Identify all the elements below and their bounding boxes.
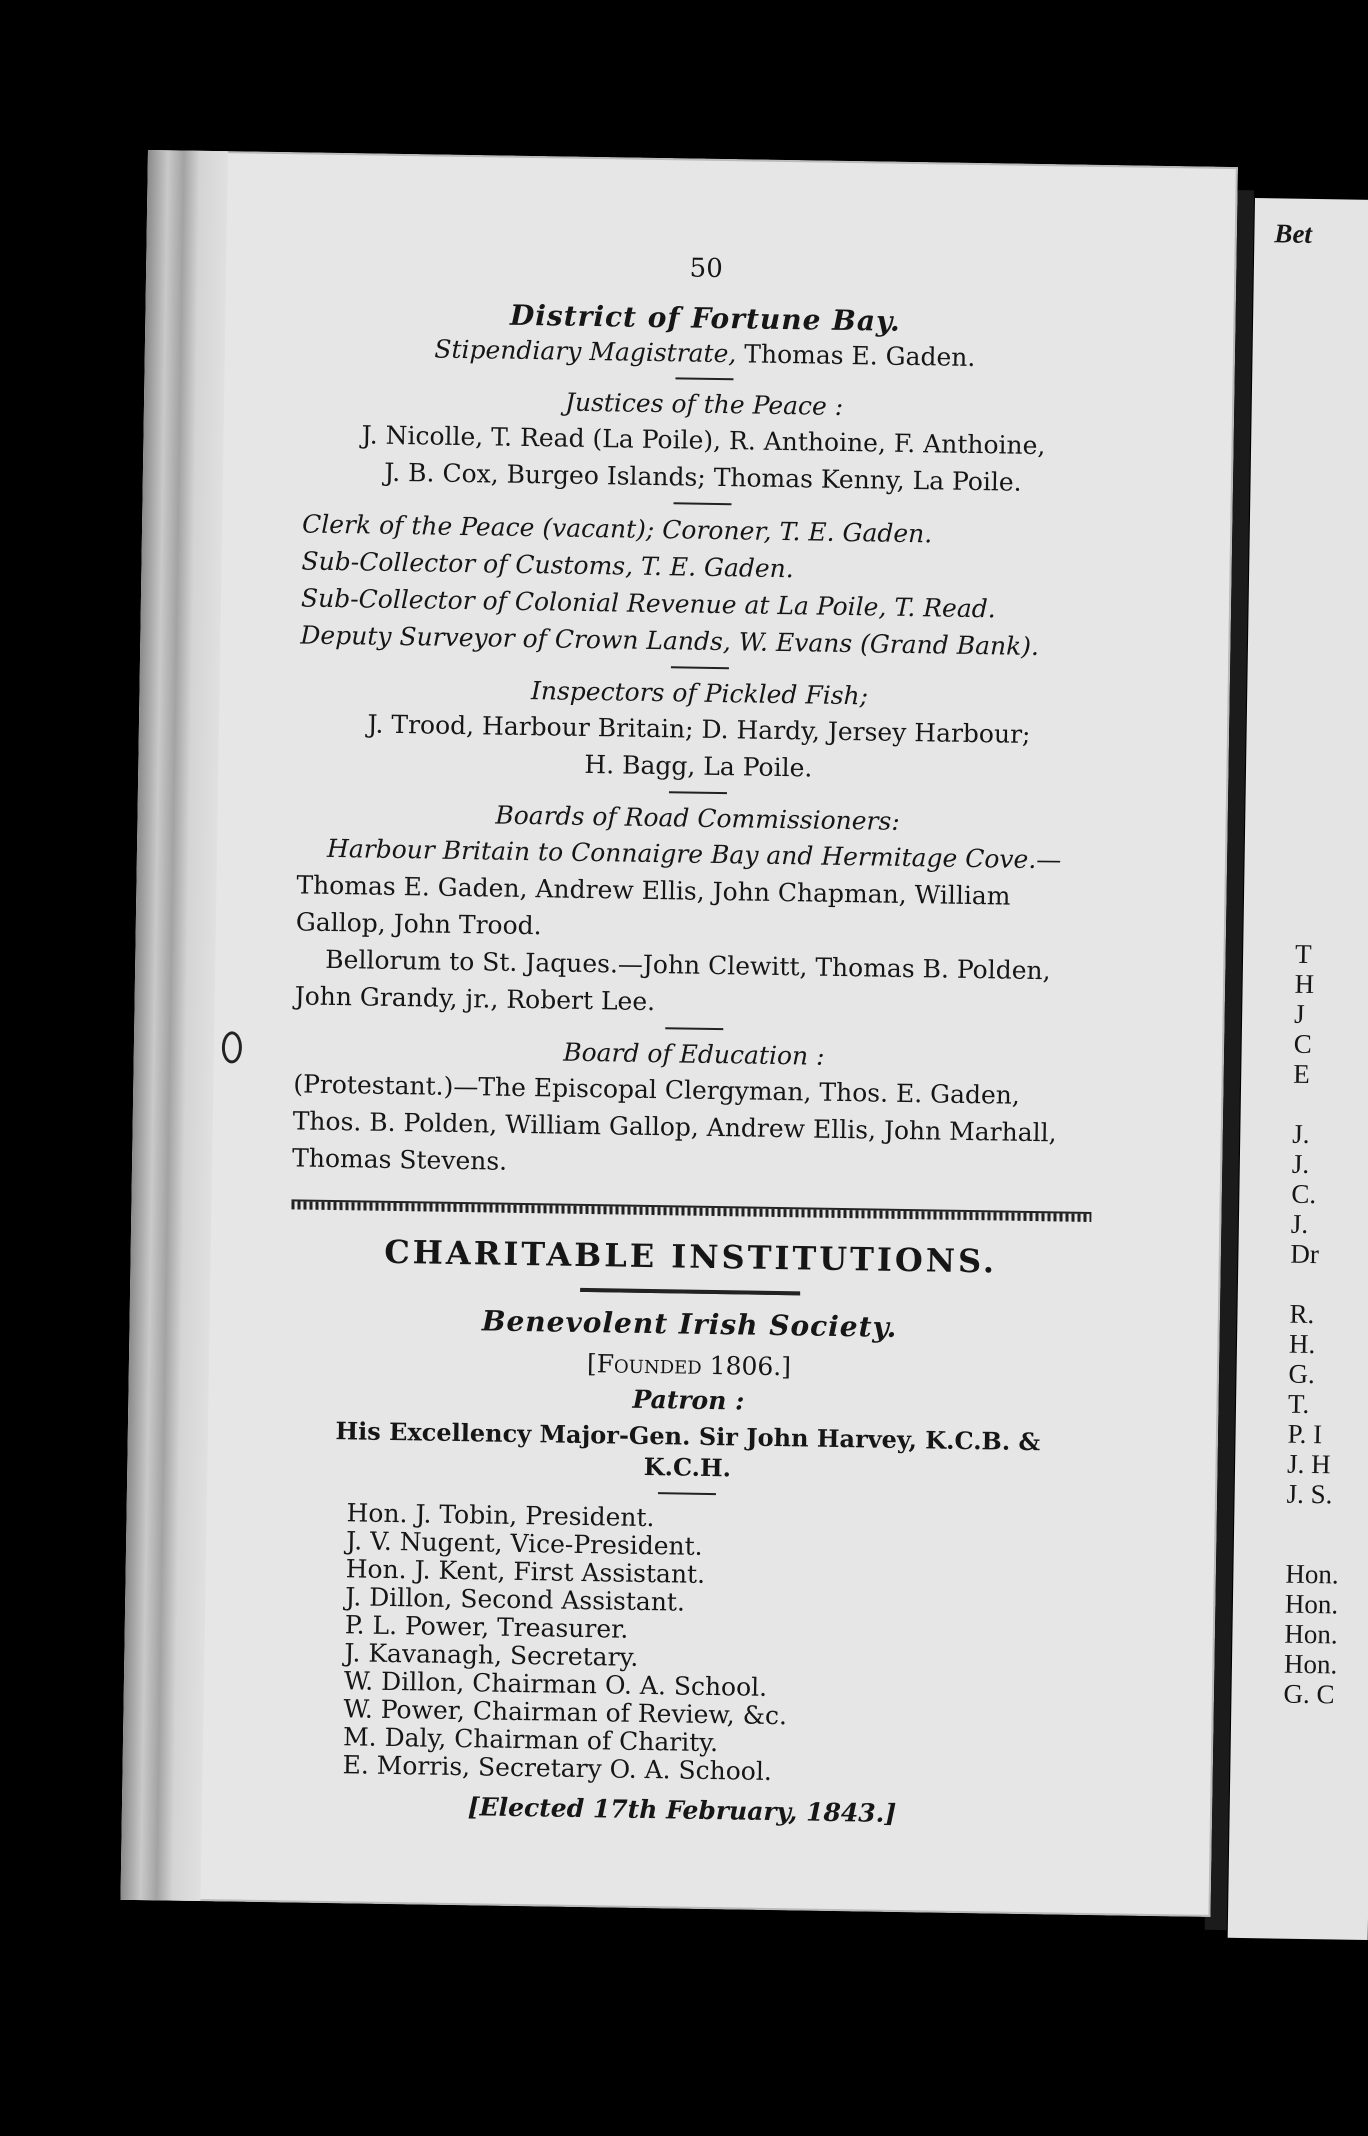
adjacent-page-line: Hon. xyxy=(1285,1558,1339,1590)
list-item: W. Power, Chairman of Review, &c. xyxy=(343,1694,788,1731)
justices-line: J. B. Cox, Burgeo Islands; Thomas Kenny, La Poile. xyxy=(383,457,1022,497)
education-line: Thos. B. Polden, William Gallop, Andrew Ellis, John Marhall, xyxy=(292,1106,1057,1148)
page-content xyxy=(282,248,1107,1838)
book-page xyxy=(121,150,1238,1917)
adjacent-page-line: R. xyxy=(1289,1298,1315,1330)
adjacent-page-line: J. xyxy=(1291,1148,1310,1179)
education-line: (Protestant.)—The Episcopal Clergyman, Thos. E. Gaden, xyxy=(293,1069,1021,1110)
list-item: J. V. Nugent, Vice-President. xyxy=(345,1526,703,1561)
officer-line: Clerk of the Peace (vacant); Coroner, T. E. Gaden. xyxy=(301,509,933,549)
patron-name: His Excellency Major-Gen. Sir John Harvey, K.C.B. & K.C.H. xyxy=(335,1416,1041,1483)
adjacent-page-line: H. xyxy=(1288,1328,1316,1360)
adjacent-page-line: C xyxy=(1293,1028,1312,1059)
list-item: Hon. J. Tobin, President. xyxy=(346,1498,655,1533)
road-line: John Grandy, jr., Robert Lee. xyxy=(294,981,656,1017)
officer-line: Sub-Collector of Customs, T. E. Gaden. xyxy=(301,546,794,584)
society-title: Benevolent Irish Society. xyxy=(481,1304,898,1344)
adjacent-page-header: Bet xyxy=(1274,218,1313,249)
adjacent-page-line: Hon. xyxy=(1283,1648,1338,1680)
road-line: Gallop, John Trood. xyxy=(295,907,542,941)
inspectors-line: J. Trood, Harbour Britain; D. Hardy, Jersey Harbour; xyxy=(367,709,1031,749)
adjacent-page-line: J. S. xyxy=(1286,1478,1333,1510)
adjacent-page-line: G. C xyxy=(1283,1678,1335,1710)
adjacent-page-line: J xyxy=(1293,998,1305,1029)
divider xyxy=(669,791,727,794)
patron-label: Patron : xyxy=(632,1384,745,1416)
road-heading: Boards of Road Commissioners: xyxy=(495,800,900,836)
adjacent-page-line: J. xyxy=(1292,1118,1310,1149)
district-title: District of Fortune Bay. xyxy=(509,298,902,338)
education-line: Thomas Stevens. xyxy=(291,1143,508,1176)
section-divider xyxy=(291,1199,1091,1222)
divider xyxy=(671,666,729,669)
officer-list xyxy=(282,1498,1086,1791)
officer-line: Sub-Collector of Colonial Revenue at La Poile, T. Read. xyxy=(300,583,996,624)
adjacent-page-line: H xyxy=(1294,968,1315,1000)
magistrate-name: Thomas E. Gaden. xyxy=(744,339,976,373)
road-line: Harbour Britain to Connaigre Bay and Hermitage Cove.— xyxy=(326,833,1062,875)
adjacent-page-line: E xyxy=(1293,1058,1310,1089)
adjacent-page-line: Hon. xyxy=(1284,1618,1338,1650)
page-number: 50 xyxy=(689,253,723,285)
list-item: E. Morris, Secretary O. A. School. xyxy=(342,1750,773,1786)
list-item: W. Dillon, Chairman O. A. School. xyxy=(343,1666,768,1702)
list-item: P. L. Power, Treasurer. xyxy=(344,1610,629,1644)
adjacent-page-line: C. xyxy=(1291,1178,1317,1210)
founded-note: [Founded 1806.] xyxy=(586,1349,792,1382)
road-line: Bellorum to St. Jaques.—John Clewitt, Thomas B. Polden, xyxy=(325,944,1051,986)
charitable-title: CHARITABLE INSTITUTIONS. xyxy=(383,1232,998,1281)
page-edge xyxy=(121,150,228,1901)
list-item: J. Kavanagh, Secretary. xyxy=(344,1638,639,1672)
adjacent-page-line: J. xyxy=(1290,1208,1309,1239)
magistrate-label: Stipendiary Magistrate, xyxy=(434,334,737,369)
adjacent-page-line: G. xyxy=(1288,1358,1316,1390)
adjacent-page-line: J. H xyxy=(1286,1448,1331,1480)
inspectors-line: H. Bagg, La Poile. xyxy=(584,749,813,783)
adjacent-page-line: T xyxy=(1294,938,1312,969)
justices-line: J. Nicolle, T. Read (La Poile), R. Anthoine, F. Anthoine, xyxy=(361,420,1046,461)
adjacent-page-line: Hon. xyxy=(1284,1588,1339,1620)
page-blemish xyxy=(222,1031,243,1063)
education-heading: Board of Education : xyxy=(562,1037,825,1071)
divider xyxy=(665,1027,723,1030)
elected-note: [Elected 17th February, 1843.] xyxy=(467,1792,897,1828)
list-item: J. Dillon, Second Assistant. xyxy=(345,1582,686,1617)
adjacent-page-line: P. I xyxy=(1287,1418,1323,1450)
adjacent-page-line: T. xyxy=(1287,1388,1310,1419)
list-item: M. Daly, Chairman of Charity. xyxy=(342,1722,719,1758)
road-line: Thomas E. Gaden, Andrew Ellis, John Chapman, William xyxy=(296,870,1011,911)
justices-heading: Justices of the Peace : xyxy=(564,387,844,421)
divider xyxy=(658,1492,716,1495)
divider xyxy=(673,502,731,505)
divider xyxy=(580,1288,800,1295)
divider xyxy=(675,377,733,380)
officer-line: Deputy Surveyor of Crown Lands, W. Evans (Grand Bank). xyxy=(300,620,1040,662)
adjacent-page-line: Dr xyxy=(1290,1238,1320,1270)
list-item: Hon. J. Kent, First Assistant. xyxy=(345,1554,706,1589)
inspectors-heading: Inspectors of Pickled Fish; xyxy=(530,676,869,711)
